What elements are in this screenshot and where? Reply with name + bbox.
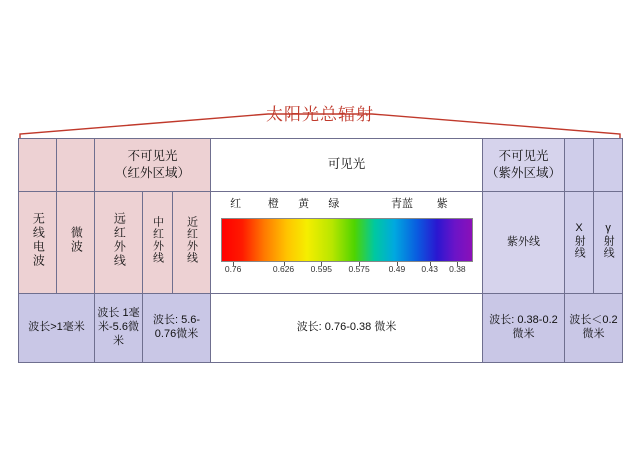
header-uv-line1: 不可见光 <box>498 149 549 164</box>
spectrum-color-label: 绿 <box>328 198 340 211</box>
band-cell-radio <box>19 192 57 293</box>
header-cell-gamma-blank <box>594 139 623 192</box>
band-cell-gamma <box>594 192 623 293</box>
spectrum-color-label: 紫 <box>436 198 448 211</box>
wavelength-cell-xray-gamma: 波长＜0.2 微米 <box>565 293 623 362</box>
wavelength-cell-visible: 波长: 0.76-0.38 微米 <box>211 293 483 362</box>
band-label-near-infrared: 近红外线 <box>185 216 198 265</box>
spectrum-color-label: 黄 <box>298 198 310 211</box>
band-label-far-infrared: 远红外线 <box>112 212 127 269</box>
wavelength-cell-microwave: 波长 1毫米-5.6微米 <box>95 293 143 362</box>
header-uv-line2: （紫外区域） <box>486 166 562 181</box>
band-label-microwave: 微波 <box>69 226 84 255</box>
spectrum-tick-labels <box>221 264 473 280</box>
band-cell-far-infrared <box>95 192 143 293</box>
visible-spectrum-cell <box>211 192 483 293</box>
header-cell-visible: 可见光 <box>211 139 483 192</box>
spectrum-tick-label: 0.49 <box>388 264 406 275</box>
band-cell-ultraviolet <box>483 192 565 293</box>
spectrum-graphic <box>221 198 473 286</box>
band-label-radio: 无线电波 <box>31 212 46 269</box>
band-cell-mid-infrared <box>143 192 173 293</box>
wavelength-cell-radio: 波长>1毫米 <box>19 293 95 362</box>
header-cell-invisible-ir <box>95 139 211 192</box>
header-ir-line2: （红外区域） <box>115 166 191 181</box>
wavelength-cell-uv: 波长: 0.38-0.2 微米 <box>483 293 565 362</box>
spectrum-tick-label: 0.595 <box>310 264 332 275</box>
spectrum-color-labels <box>221 198 473 214</box>
header-cell-xray-blank <box>565 139 594 192</box>
spectrum-color-label: 橙 <box>267 198 279 211</box>
band-cell-xray <box>565 192 594 293</box>
spectrum-tick-label: 0.76 <box>224 264 242 275</box>
spectrum-tick-label: 0.43 <box>421 264 438 275</box>
spectrum-table <box>18 138 623 363</box>
table-row-bands <box>19 192 623 293</box>
band-label-xray: X射线 <box>573 221 586 259</box>
spectrum-gradient-bar <box>221 218 473 262</box>
band-cell-microwave <box>57 192 95 293</box>
band-label-gamma: γ射线 <box>602 221 615 259</box>
header-cell-radio-blank <box>19 139 57 192</box>
spectrum-tick-label: 0.38 <box>449 264 466 275</box>
spectrum-color-label: 红 <box>230 198 242 211</box>
header-cell-microwave-blank <box>57 139 95 192</box>
spectrum-tick-label: 0.575 <box>348 264 370 275</box>
band-label-ultraviolet: 紫外线 <box>507 235 541 248</box>
header-cell-invisible-uv <box>483 139 565 192</box>
spectrum-color-label: 青蓝 <box>390 198 413 211</box>
wavelength-cell-infrared: 波长: 5.6-0.76微米 <box>143 293 211 362</box>
header-ir-line1: 不可见光 <box>127 149 178 164</box>
page-title: 太阳光总辐射 <box>266 105 374 124</box>
spectrum-tick-label: 0.626 <box>272 264 295 275</box>
table-row-wavelengths <box>19 293 623 362</box>
band-cell-near-infrared <box>173 192 211 293</box>
table-row-header <box>19 139 623 192</box>
band-label-mid-infrared: 中红外线 <box>151 216 164 265</box>
